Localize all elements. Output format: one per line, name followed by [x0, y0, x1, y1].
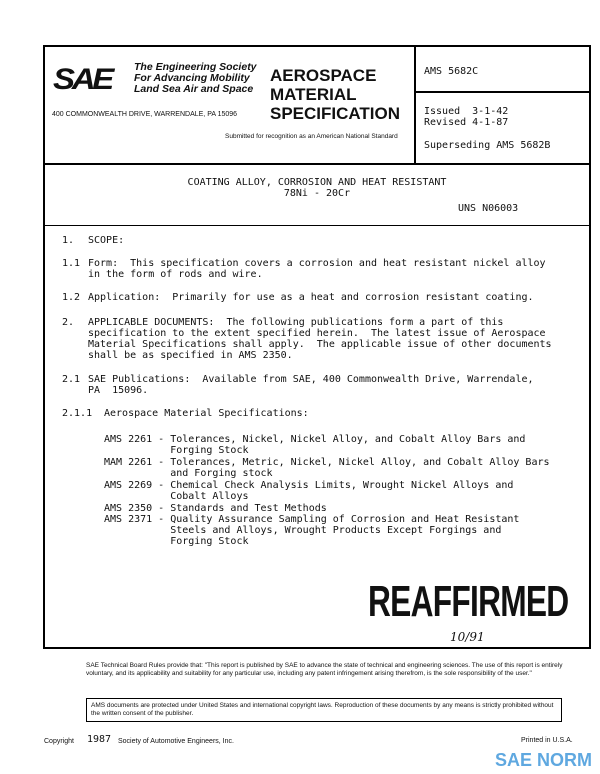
divider	[43, 225, 591, 226]
section-text: Application: Primarily for use as a heat and corrosion resistant coating.	[88, 292, 534, 303]
section-text: SCOPE:	[88, 235, 125, 246]
tagline-line: Land Sea Air and Space	[134, 83, 254, 95]
section-number: 2.1	[62, 374, 81, 385]
divider	[414, 91, 591, 93]
superseding: Superseding AMS 5682B	[424, 140, 551, 151]
sae-norm-watermark: SAE NORM	[495, 750, 593, 770]
copyright-notice: AMS documents are protected under United States and international copyright laws. Reproduction of these documents by any means is strictly prohibited without the written consent of the publisher.	[86, 698, 562, 722]
spec-title	[270, 66, 400, 123]
section-text: Form: This specification covers a corrosion and heat resistant nickel alloy in the form of rods and wire.	[88, 258, 546, 280]
spec-item: AMS 2371 - Quality Assurance Sampling of Corrosion and Heat Resistant Steels and Alloys, Wrought Products Except Forgings and Forging Stock	[104, 514, 520, 547]
copyright-label: Copyright	[44, 738, 74, 745]
title-line: MATERIAL	[270, 85, 357, 104]
title-line: SPECIFICATION	[270, 104, 401, 123]
doc-title: COATING ALLOY, CORROSION AND HEAT RESISTANT	[187, 177, 447, 188]
spec-item: AMS 2261 - Tolerances, Nickel, Nickel Alloy, and Cobalt Alloy Bars and Forging Stock	[104, 434, 526, 456]
copyright-year: 1987	[87, 734, 112, 745]
tagline	[134, 62, 257, 95]
stamp-date: 10/91	[450, 630, 485, 644]
section-number: 2.1.1	[62, 408, 93, 419]
spec-item: AMS 2269 - Chemical Check Analysis Limits, Wrought Nickel Alloys and Cobalt Alloys	[104, 480, 514, 502]
issued-date: Issued 3-1-42	[424, 106, 509, 117]
title-line: AEROSPACE	[270, 66, 377, 85]
section-text: Aerospace Material Specifications:	[104, 408, 309, 419]
section-text: APPLICABLE DOCUMENTS: The following publications form a part of this specification to the extent specified herein. The latest issue of Aerospace Material Specifications shall apply. The applicable issue of other documents shall be as specified in AMS 2350.	[88, 317, 552, 361]
society-name: Society of Automotive Engineers, Inc.	[118, 738, 234, 745]
tagline-line: For Advancing Mobility	[134, 72, 250, 84]
printed-in: Printed in U.S.A.	[521, 737, 573, 744]
uns-number: UNS N06003	[458, 203, 519, 214]
section-number: 1.	[62, 235, 75, 246]
reaffirmed-stamp: REAFFIRMED	[368, 577, 569, 626]
spec-item: AMS 2350 - Standards and Test Methods	[104, 503, 327, 514]
doc-number: AMS 5682C	[424, 66, 479, 77]
revised-date: Revised 4-1-87	[424, 117, 509, 128]
tagline-line: The Engineering Society	[134, 61, 257, 73]
ansi-note: Submitted for recognition as an American National Standard	[225, 133, 398, 140]
address: 400 COMMONWEALTH DRIVE, WARRENDALE, PA 15096	[52, 111, 238, 118]
sae-logo: SAE	[53, 63, 111, 96]
section-number: 1.1	[62, 258, 81, 269]
divider	[414, 45, 416, 165]
spec-item: MAM 2261 - Tolerances, Metric, Nickel, Nickel Alloy, and Cobalt Alloy Bars and Forging stock	[104, 457, 550, 479]
section-text: SAE Publications: Available from SAE, 400 Commonwealth Drive, Warrendale, PA 15096.	[88, 374, 534, 396]
doc-subtitle: 78Ni - 20Cr	[283, 188, 351, 199]
section-number: 2.	[62, 317, 75, 328]
board-rules: SAE Technical Board Rules provide that: "This report is published by SAE to advance the state of technical and engineering sciences. The use of this report is entirely voluntary, and its applicability and suitability for any particular use, including any patent infringement arising therefrom, is the sole responsibility of the user."	[86, 662, 563, 677]
section-number: 1.2	[62, 292, 81, 303]
